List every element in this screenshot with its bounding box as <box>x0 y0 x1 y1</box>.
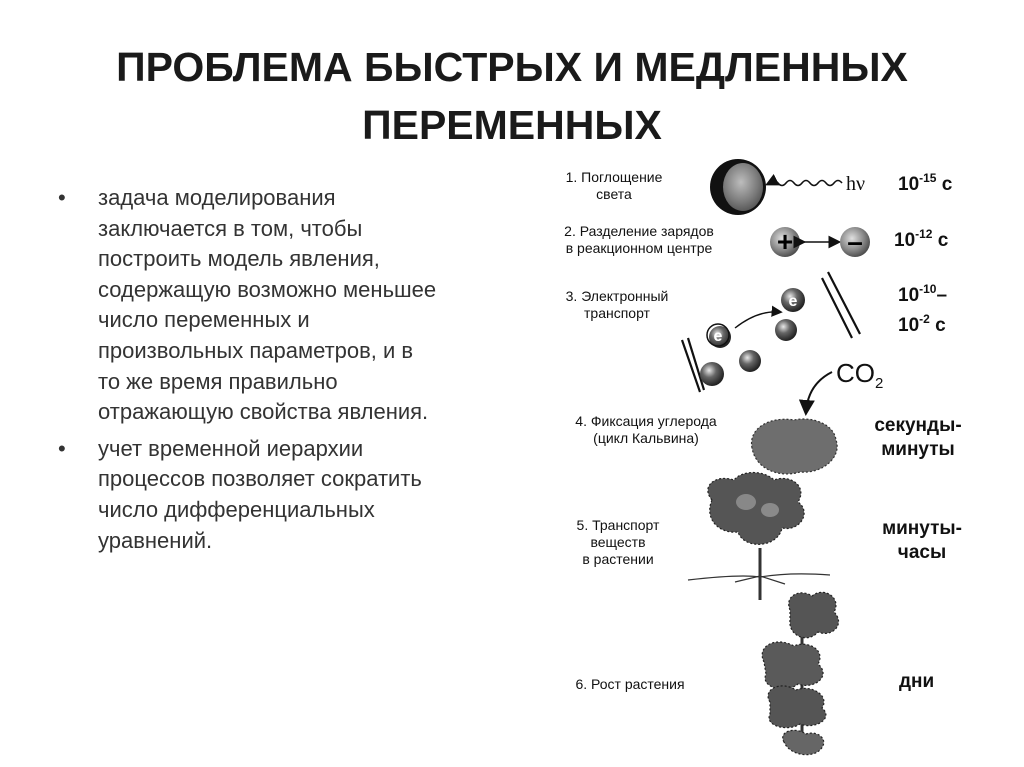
time-step-5 <box>862 517 982 565</box>
time-base: 10 <box>898 174 920 195</box>
electron-transport-icon <box>682 272 860 392</box>
co2-subscript: 2 <box>875 375 884 392</box>
charge-separation-icon <box>770 226 870 257</box>
pigment-molecule-icon <box>710 159 766 215</box>
calvin-cycle-blob-icon <box>752 419 838 474</box>
plus-label: + <box>776 226 794 257</box>
seedling-icon <box>688 473 830 601</box>
step-5-label <box>560 517 676 568</box>
step-line: в растении <box>582 551 654 567</box>
time-unit: с <box>935 315 946 336</box>
co2-label <box>836 358 883 392</box>
time-line: секунды- <box>874 415 962 436</box>
minus-label: – <box>847 226 863 257</box>
grown-plant-icon <box>762 592 838 754</box>
time-exponent: -15 <box>919 171 937 185</box>
step-line: (цикл Кальвина) <box>593 430 699 446</box>
bullet-marker: • <box>58 185 66 210</box>
time-base: 10 <box>894 230 916 251</box>
photon-label: hν <box>846 173 866 195</box>
step-line: 2. Разделение зарядов <box>564 223 714 239</box>
time-base: 10 <box>898 285 920 306</box>
time-dash: – <box>936 285 948 306</box>
time-unit: с <box>941 174 953 195</box>
slide-title-line-1: ПРОБЛЕМА БЫСТРЫХ И МЕДЛЕННЫХ <box>116 44 908 90</box>
step-line: 5. Транспорт <box>576 517 660 533</box>
time-step-6 <box>899 671 934 693</box>
step-line: в реакционном центре <box>565 240 713 256</box>
bullet-text: учет временной иерархии процессов позволяет сократить число дифференциальных уравнений. <box>98 435 422 553</box>
step-3-label <box>554 288 680 322</box>
slide-title-line-2: ПЕРЕМЕННЫХ <box>362 102 662 148</box>
step-line: веществ <box>590 534 646 550</box>
step-4-label <box>552 413 740 447</box>
step-line: 1. Поглощение <box>565 169 663 185</box>
step-line: 4. Фиксация углерода <box>575 413 717 429</box>
step-line: 3. Электронный <box>565 288 669 304</box>
time-exponent: -12 <box>915 227 933 241</box>
step-6-label <box>558 676 702 693</box>
electron-label: e <box>713 328 723 345</box>
time-unit: с <box>937 230 949 251</box>
step-2-label <box>554 223 724 257</box>
bullet-text: задача моделирования заключается в том, чтобы построить модель явления, содержащую возможно меньшее число переменных и произвольных параметров, и в то же время правильно отражающую свойства явления. <box>98 185 437 425</box>
time-exponent: -10 <box>919 282 937 296</box>
photon-wave-icon <box>768 181 842 186</box>
time-step-3 <box>898 281 947 341</box>
time-step-2 <box>894 227 949 252</box>
step-line: света <box>596 186 632 202</box>
time-exponent: -2 <box>919 312 930 326</box>
step-line: транспорт <box>584 305 650 321</box>
time-line: часы <box>897 542 947 563</box>
time-line: дни <box>899 671 935 692</box>
bullet-marker: • <box>58 435 66 461</box>
time-base: 10 <box>898 315 920 336</box>
co2-main: CO <box>836 358 875 388</box>
time-line: минуты- <box>882 518 962 539</box>
step-1-label <box>552 169 676 203</box>
electron-label: e <box>788 293 798 310</box>
time-step-1 <box>898 171 953 196</box>
step-line: 6. Рост растения <box>575 676 685 692</box>
co2-arrow-icon <box>806 358 883 412</box>
time-line: минуты <box>881 439 955 460</box>
time-step-4 <box>858 414 978 462</box>
